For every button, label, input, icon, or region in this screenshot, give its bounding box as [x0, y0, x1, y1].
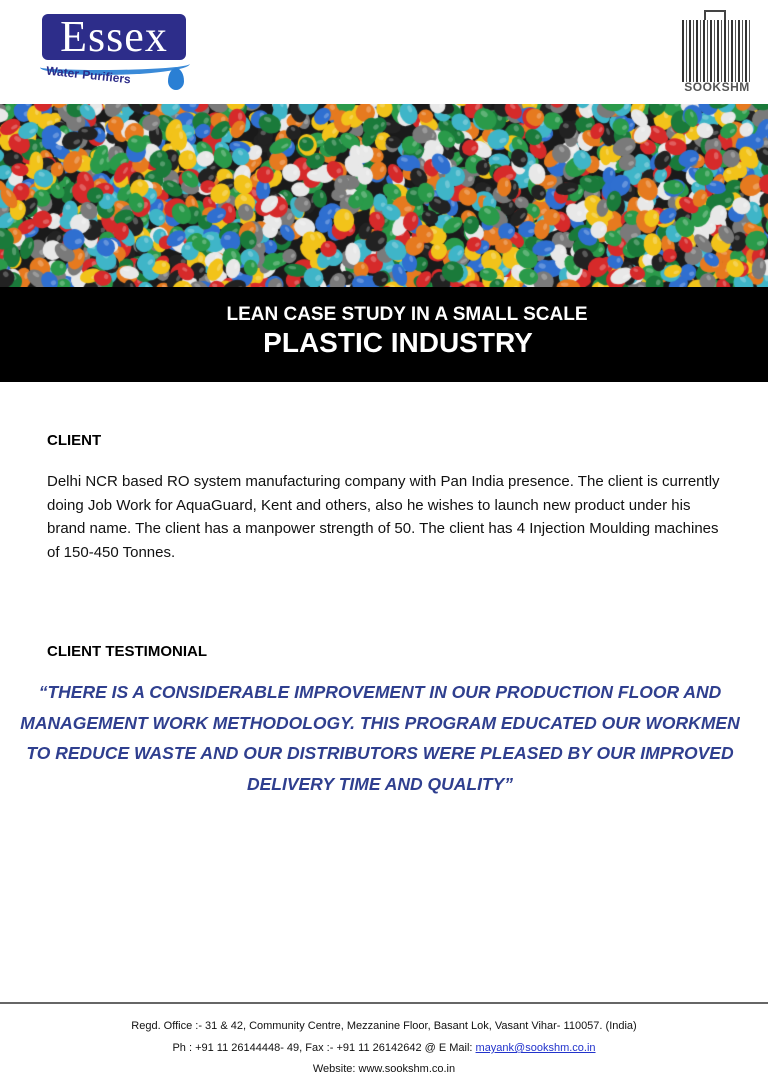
plastic-pellets-banner-image	[0, 104, 768, 287]
footer-contact	[0, 1042, 768, 1054]
water-drop-icon	[168, 68, 184, 90]
document-title: PLASTIC INDUSTRY	[263, 327, 533, 358]
sookshm-logo-name: SOOKSHM	[684, 80, 750, 94]
title-band	[0, 287, 768, 382]
essex-logo-name: Essex	[42, 14, 186, 60]
sookshm-logo	[678, 10, 756, 96]
footer-phone: Ph : +91 11 26144448- 49, Fax :- +91 11 26142642 @ E Mail:	[172, 1042, 476, 1054]
client-description: Delhi NCR based RO system manufacturing company with Pan India presence. The client is currently doing Job Work for AquaGuard, Kent and others, also he wishes to launch new product under his brand name. The client has a manpower strength of 50. The client has 4 Injection Moulding machines of 150-450 Tonnes.	[47, 473, 720, 561]
essex-logo-tagline: Water Purifiers	[45, 63, 132, 87]
footer-office: Regd. Office :- 31 & 42, Community Centre, Mezzanine Floor, Basant Lok, Vasant Vihar- 110057. (India)	[131, 1020, 637, 1032]
briefcase-handle-icon	[704, 10, 726, 20]
testimonial-quote: “THERE IS A CONSIDERABLE IMPROVEMENT IN OUR PRODUCTION FLOOR AND MANAGEMENT WORK METHODOLOGY. THIS PROGRAM EDUCATED OUR WORKMEN TO REDUCE WASTE AND OUR DISTRIBUTORS WERE PLEASED BY OUR IMPROVED DELIVERY TIME AND QUALITY”	[20, 682, 740, 794]
client-heading: CLIENT	[47, 432, 102, 449]
testimonial-heading: CLIENT TESTIMONIAL	[47, 643, 207, 660]
essex-logo	[40, 12, 190, 92]
document-subtitle: LEAN CASE STUDY IN A SMALL SCALE	[226, 304, 588, 325]
footer-divider	[0, 1002, 768, 1004]
footer-website: Website: www.sookshm.co.in	[312, 1063, 456, 1075]
barcode-icon	[682, 20, 750, 82]
email-link[interactable]: mayank@sookshm.co.in	[475, 1042, 596, 1054]
